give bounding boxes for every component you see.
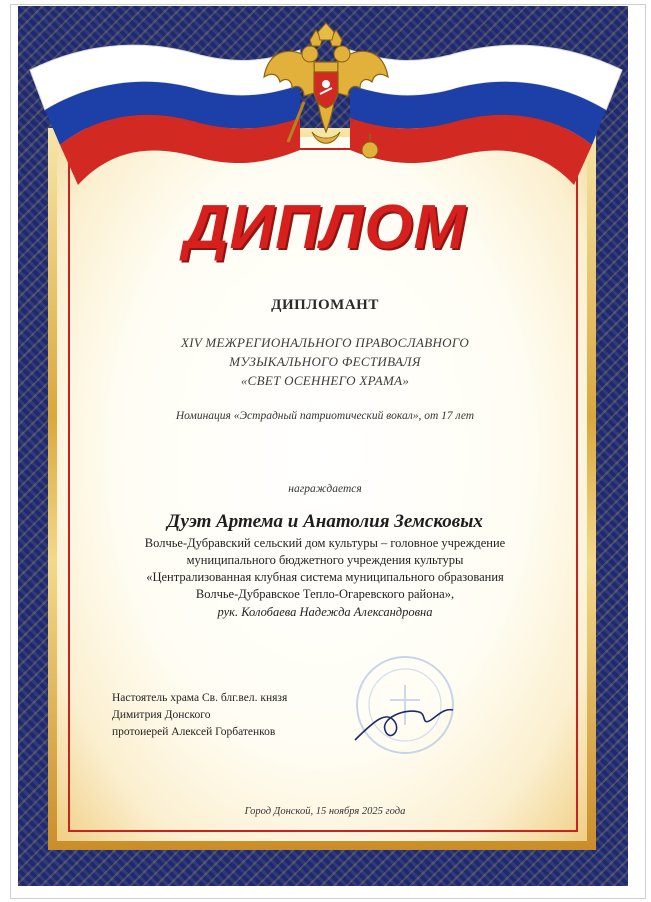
festival-line-2: МУЗЫКАЛЬНОГО ФЕСТИВАЛЯ — [229, 354, 421, 369]
signatory-line-1: Настоятель храма Св. блг.вел. князя — [112, 692, 288, 704]
church-seal-stamp — [335, 650, 465, 760]
signatory-line-3: протоиерей Алексей Горбатенков — [112, 726, 276, 738]
organization-line-1: Волчье-Дубравский сельский дом культуры – головное учреждение — [144, 536, 506, 550]
festival-name — [80, 333, 570, 390]
nomination-text: Номинация «Эстрадный патриотический вокал», от 17 лет — [175, 410, 475, 422]
place-and-date: Город Донской, 15 ноября 2025 года — [244, 806, 406, 817]
festival-line-3: «СВЕТ ОСЕННЕГО ХРАМА» — [240, 373, 410, 388]
signatory-line-2: Димитрия Донского — [112, 709, 211, 721]
russian-double-headed-eagle-icon — [258, 22, 394, 172]
organization-line-2: муниципального бюджетного учреждения культуры — [186, 553, 464, 567]
winner-name: Дуэт Артема и Анатолия Земсковых — [167, 511, 483, 532]
organization-line-3: «Централизованная клубная система муниципального образования — [146, 570, 504, 584]
diploma-title: ДИПЛОМ — [183, 193, 467, 262]
festival-line-1: XIV МЕЖРЕГИОНАЛЬНОГО ПРАВОСЛАВНОГО — [180, 335, 470, 350]
laureate-heading: ДИПЛОМАНТ — [271, 297, 379, 313]
awarded-text: награждается — [288, 483, 362, 495]
organization-line-4: Волчье-Дубравское Тепло-Огаревского района», — [195, 587, 455, 601]
leader-line: рук. Колобаева Надежда Александровна — [217, 605, 433, 619]
